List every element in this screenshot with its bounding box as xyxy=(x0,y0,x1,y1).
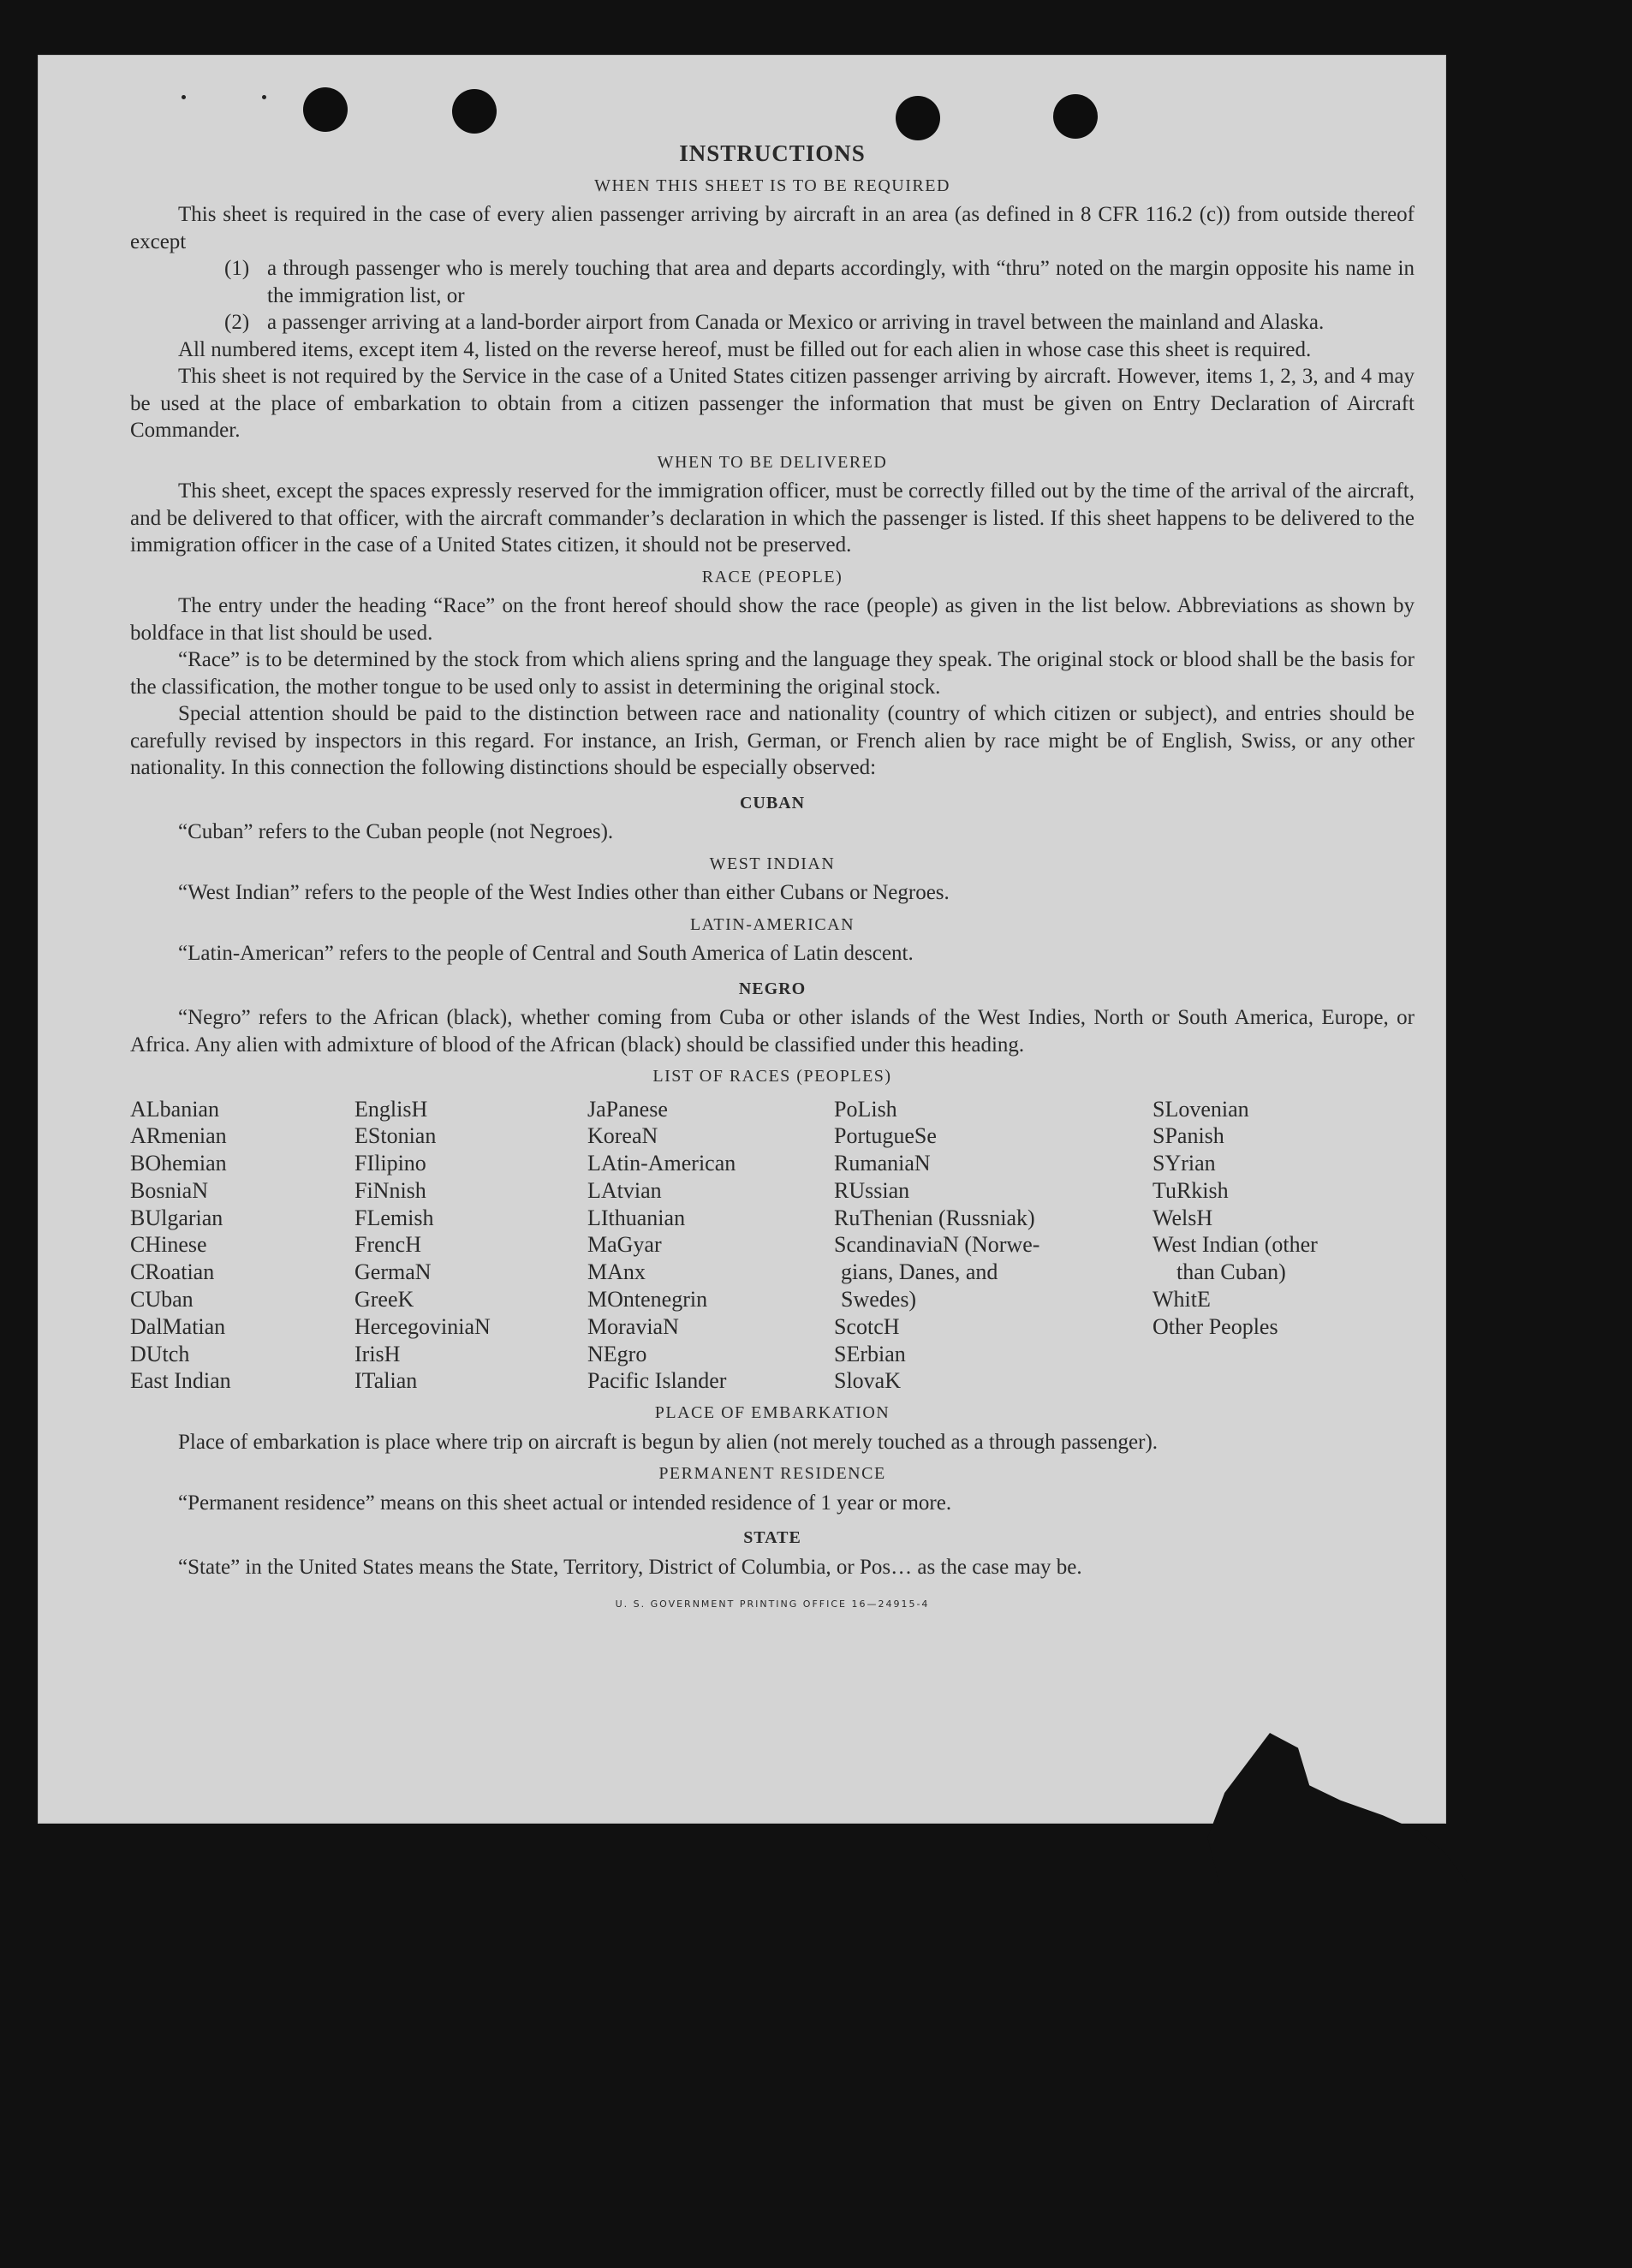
race-entry: FrencH xyxy=(354,1232,421,1258)
paragraph: “Permanent residence” means on this sheet actual or intended residence of 1 year or more. xyxy=(178,1491,952,1515)
race-entry: LAtin-American xyxy=(587,1151,736,1176)
printer-imprint: U. S. GOVERNMENT PRINTING OFFICE 16—24915-4 xyxy=(615,1598,930,1610)
race-entry: ScandinaviaN (Norwe- xyxy=(834,1232,1040,1258)
race-entry: CUban xyxy=(130,1287,194,1313)
speck xyxy=(262,95,266,99)
race-entry: Swedes) xyxy=(841,1287,917,1313)
race-entry: RumaniaN xyxy=(834,1151,931,1176)
race-entry: SLovenian xyxy=(1153,1096,1249,1122)
race-entry: ARmenian xyxy=(130,1123,227,1149)
punch-hole xyxy=(1053,94,1098,139)
race-entry: KoreaN xyxy=(587,1123,658,1149)
punch-hole xyxy=(896,96,940,140)
paragraph: The entry under the heading “Race” on the front hereof should show the race (people) as given in the list below. Abbreviations as shown by boldface in that list should be used. xyxy=(130,594,1415,645)
item-number: (1) xyxy=(224,257,250,280)
race-entry: HercegoviniaN xyxy=(354,1313,491,1339)
race-entry: SPanish xyxy=(1153,1123,1224,1149)
race-entry: Other Peoples xyxy=(1153,1313,1278,1339)
paragraph: All numbered items, except item 4, listed on the reverse hereof, must be filled out for each alien in whose case this sheet is required. xyxy=(178,337,1312,361)
section-heading: WHEN THIS SHEET IS TO BE REQUIRED xyxy=(594,176,950,195)
race-entry: BUlgarian xyxy=(130,1205,223,1230)
item-text: a passenger arriving at a land-border airport from Canada or Mexico or arriving in travel between the mainland and Alaska. xyxy=(267,311,1325,334)
race-entry: IrisH xyxy=(354,1341,401,1366)
document-sheet xyxy=(38,55,1446,1824)
race-entry: FiNnish xyxy=(354,1177,426,1203)
race-entry: FIlipino xyxy=(354,1151,426,1176)
item-text: a through passenger who is merely touching that area and departs accordingly, with “thru” noted on the margin opposite his name in the immigration list, or xyxy=(267,257,1415,307)
race-entry: West Indian (other xyxy=(1153,1232,1318,1258)
race-entry: Pacific Islander xyxy=(587,1368,727,1394)
races-list xyxy=(130,1096,1415,1396)
race-entry: SYrian xyxy=(1153,1151,1216,1176)
section-heading: RACE (PEOPLE) xyxy=(701,567,843,586)
paragraph: “West Indian” refers to the people of the West Indies other than either Cubans or Negroes. xyxy=(178,881,950,904)
punch-hole xyxy=(303,87,348,132)
race-entry: CRoatian xyxy=(130,1259,215,1285)
race-entry: LIthuanian xyxy=(587,1205,686,1230)
paragraph: This sheet is not required by the Service in the case of a United States citizen passenger arriving by aircraft. However, items 1, 2, 3, and 4 may be used at the place of embarkation to obtain from a citizen passenger the information that must be given on Entry Declaration of Aircraft Commander. xyxy=(130,365,1415,442)
race-entry: BOhemian xyxy=(130,1151,227,1176)
section-heading: LATIN-AMERICAN xyxy=(689,914,855,934)
race-entry: NEgro xyxy=(587,1341,647,1366)
section-heading: WEST INDIAN xyxy=(709,854,836,873)
section-heading: NEGRO xyxy=(738,979,807,998)
races-column xyxy=(354,1096,587,1396)
races-column xyxy=(834,1096,1153,1396)
race-entry: gians, Danes, and xyxy=(841,1259,998,1285)
race-entry: EnglisH xyxy=(354,1096,428,1122)
race-entry: RuThenian (Russniak) xyxy=(834,1205,1035,1230)
section-heading: STATE xyxy=(743,1528,801,1548)
race-entry: WelsH xyxy=(1153,1205,1213,1230)
race-entry: RUssian xyxy=(834,1177,910,1203)
race-entry: BosniaN xyxy=(130,1177,208,1203)
race-entry: ALbanian xyxy=(130,1096,219,1122)
race-entry: TuRkish xyxy=(1153,1177,1229,1203)
list-item xyxy=(224,255,1415,309)
races-column xyxy=(130,1096,354,1396)
section-heading: PERMANENT RESIDENCE xyxy=(658,1464,886,1484)
race-entry: EStonian xyxy=(354,1123,437,1149)
race-entry: LAtvian xyxy=(587,1177,662,1203)
race-entry: than Cuban) xyxy=(1176,1259,1286,1285)
race-entry: GreeK xyxy=(354,1287,414,1313)
torn-corner xyxy=(1185,1733,1468,1883)
paragraph: “Cuban” refers to the Cuban people (not Negroes). xyxy=(178,820,614,843)
race-entry: FLemish xyxy=(354,1205,434,1230)
race-entry: ScotcH xyxy=(834,1313,900,1339)
race-entry: PortugueSe xyxy=(834,1123,937,1149)
paragraph: Special attention should be paid to the distinction between race and nationality (country of which citizen or subject), and entries should be carefully revised by inspectors in this regard. For instance, an Irish, German, or French alien by race might be of English, Swiss, or any other nationality. In this connection the following distinctions should be especially observed: xyxy=(130,702,1415,779)
race-entry: WhitE xyxy=(1153,1287,1211,1313)
races-column xyxy=(1153,1096,1392,1396)
item-number: (2) xyxy=(224,311,250,334)
race-entry: ITalian xyxy=(354,1368,418,1394)
race-entry: East Indian xyxy=(130,1368,231,1394)
race-entry: PoLish xyxy=(834,1096,897,1122)
race-entry: MOntenegrin xyxy=(587,1287,708,1313)
race-entry: MAnx xyxy=(587,1259,646,1285)
race-entry: GermaN xyxy=(354,1259,432,1285)
paragraph: This sheet, except the spaces expressly reserved for the immigration officer, must be correctly filled out by the time of the arrival of the aircraft, and be delivered to that officer, with the aircraft commander’s declaration in which the passenger is listed. If this sheet happens to be delivered to the immigration officer in the case of a United States citizen, it should not be preserved. xyxy=(130,479,1415,557)
race-entry: SlovaK xyxy=(834,1368,901,1394)
section-heading: CUBAN xyxy=(739,793,806,813)
speck xyxy=(182,95,186,99)
punch-hole xyxy=(452,89,497,134)
paragraph: “Latin-American” refers to the people of Central and South America of Latin descent. xyxy=(178,942,914,965)
section-heading: WHEN TO BE DELIVERED xyxy=(657,452,888,472)
paragraph: “Negro” refers to the African (black), whether coming from Cuba or other islands of the West Indies, North or South America, Europe, or Africa. Any alien with admixture of blood of the African (black) should be classified under this heading. xyxy=(130,1006,1415,1057)
section-heading: PLACE OF EMBARKATION xyxy=(654,1403,890,1423)
race-entry: MaGyar xyxy=(587,1232,662,1258)
section-heading: LIST OF RACES (PEOPLES) xyxy=(652,1067,892,1086)
paragraph: This sheet is required in the case of every alien passenger arriving by aircraft in an area (as defined in 8 CFR 116.2 (c)) from outside thereof except xyxy=(130,203,1415,253)
list-item xyxy=(224,309,1415,336)
instructions-content xyxy=(130,140,1415,1618)
race-entry: CHinese xyxy=(130,1232,207,1258)
paragraph: Place of embarkation is place where trip on aircraft is begun by alien (not merely touched as a through passenger). xyxy=(178,1430,1158,1454)
races-column xyxy=(587,1096,834,1396)
page-title: INSTRUCTIONS xyxy=(679,140,866,166)
paragraph: “Race” is to be determined by the stock from which aliens spring and the language they speak. The original stock or blood shall be the basis for the classification, the mother tongue to be used only to assist in determining the original stock. xyxy=(130,648,1415,699)
race-entry: DUtch xyxy=(130,1341,190,1366)
race-entry: SErbian xyxy=(834,1341,906,1366)
race-entry: DalMatian xyxy=(130,1313,226,1339)
race-entry: MoraviaN xyxy=(587,1313,679,1339)
paragraph: “State” in the United States means the State, Territory, District of Columbia, or Pos… as the case may be. xyxy=(178,1555,1082,1579)
race-entry: JaPanese xyxy=(587,1096,668,1122)
